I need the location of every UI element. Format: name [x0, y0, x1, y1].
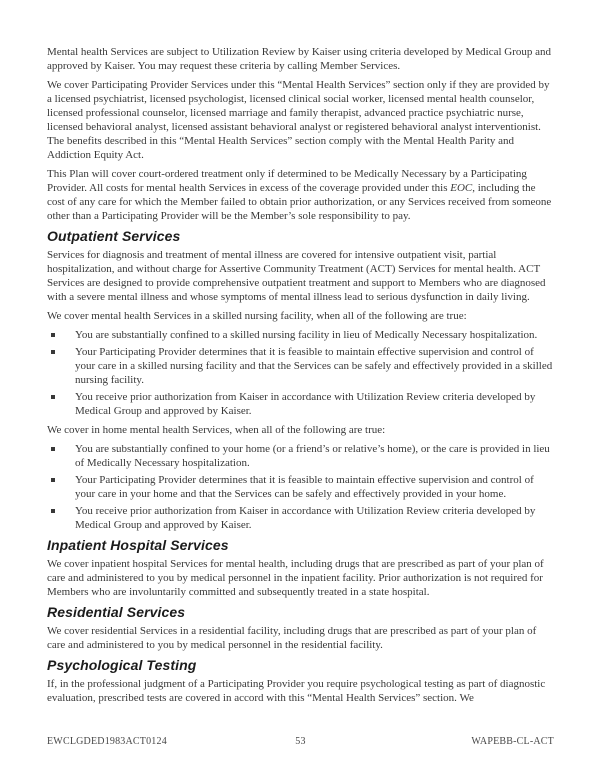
bullet-icon — [51, 333, 55, 337]
heading-outpatient-services: Outpatient Services — [47, 228, 181, 244]
list-item — [47, 328, 554, 342]
bullet-icon — [51, 447, 55, 451]
bullet-icon — [51, 509, 55, 513]
paragraph-snf-intro: We cover mental health Services in a skilled nursing facility, when all of the following are true: — [47, 310, 467, 322]
heading-inpatient-hospital-services: Inpatient Hospital Services — [47, 537, 229, 553]
list-item — [47, 390, 554, 418]
paragraph-court-ordered-text-after: , including the cost of any care for which the Member failed to obtain prior authorization, or any Services received from someone other than a Participating Provider will be the Member’s sole responsibility to pay. — [47, 182, 552, 222]
list-item — [47, 345, 554, 387]
paragraph-court-ordered-text-before: This Plan will cover court-ordered treatment only if determined to be Medically Necessary by a Participating Provider. All costs for mental health Services in excess of the coverage provided under this — [47, 168, 527, 194]
bullet-text: You are substantially confined to your home (or a friend’s or relative’s home), or the care is provided in lieu of Medically Necessary hospitalization. — [75, 443, 550, 469]
bullet-text: Your Participating Provider determines that it is feasible to maintain effective supervision and control of your care in your home and that the Services can be safely and effectively provided in your home. — [75, 474, 534, 500]
heading-residential-services: Residential Services — [47, 604, 186, 620]
eoc-term: EOC — [450, 182, 473, 194]
page-footer — [47, 736, 554, 748]
list-item — [47, 473, 554, 501]
bullet-text: Your Participating Provider determines that it is feasible to maintain effective supervision and control of your care in a skilled nursing facility and that the Services can be safely and effectively provided in a skilled nursing facility. — [75, 346, 553, 386]
bullet-text: You receive prior authorization from Kaiser in accordance with Utilization Review criteria developed by Medical Group and approved by Kaiser. — [75, 391, 536, 417]
snf-bullet-list — [47, 328, 554, 418]
paragraph-court-ordered-treatment — [47, 167, 554, 223]
paragraph-provider-types: We cover Participating Provider Services under this “Mental Health Services” section only if they are provided by a licensed psychiatrist, licensed psychologist, licensed clinical social worker, licensed mental health counselor, licensed professional counselor, licensed marriage and family therapist, advanced practice psychiatric nurse, licensed behavioral analyst, licensed assistant behavioral analyst or registered behavioral analyst interventionist. The benefits described in this “Mental Health Services” section comply with the Mental Health Parity and Addiction Equity Act. — [47, 79, 550, 161]
home-bullet-list — [47, 442, 554, 532]
bullet-icon — [51, 395, 55, 399]
bullet-text: You are substantially confined to a skilled nursing facility in lieu of Medically Necessary hospitalization. — [75, 329, 538, 341]
footer-form-code: WAPEBB-CL-ACT — [471, 736, 554, 747]
heading-psychological-testing: Psychological Testing — [47, 657, 197, 673]
list-item — [47, 504, 554, 532]
bullet-icon — [51, 350, 55, 354]
page-content — [47, 45, 554, 705]
footer-page-number: 53 — [295, 736, 306, 747]
paragraph-act-services: Services for diagnosis and treatment of mental illness are covered for intensive outpatient visit, partial hospitalization, and without charge for Assertive Community Treatment (ACT) Services for mental health. ACT Services are designed to provide comprehensive outpatient treatment and support to Members who are diagnosed with a severe mental illness and whose symptoms of mental illness lead to serious dysfunction in daily living. — [47, 249, 546, 303]
footer-doc-id: EWCLGDED1983ACT0124 — [47, 736, 167, 747]
paragraph-psychological-testing: If, in the professional judgment of a Participating Provider you require psychological testing as part of diagnostic evaluation, prescribed tests are covered in accord with this “Mental Health Services” section. We — [47, 678, 546, 704]
list-item — [47, 442, 554, 470]
paragraph-home-intro: We cover in home mental health Services, when all of the following are true: — [47, 424, 386, 436]
paragraph-residential: We cover residential Services in a residential facility, including drugs that are prescribed as part of your plan of care and administered to you by medical personnel in the residential facility. — [47, 625, 537, 651]
bullet-icon — [51, 478, 55, 482]
bullet-text: You receive prior authorization from Kaiser in accordance with Utilization Review criteria developed by Medical Group and approved by Kaiser. — [75, 505, 536, 531]
paragraph-utilization-review: Mental health Services are subject to Utilization Review by Kaiser using criteria developed by Medical Group and approved by Kaiser. You may request these criteria by calling Member Services. — [47, 46, 552, 72]
paragraph-inpatient-hospital: We cover inpatient hospital Services for mental health, including drugs that are prescribed as part of your plan of care and administered to you by medical personnel in the inpatient facility. Prior authorization is not required for Members who are involuntarily committed and subsequently treated in a state hospital. — [47, 558, 544, 598]
